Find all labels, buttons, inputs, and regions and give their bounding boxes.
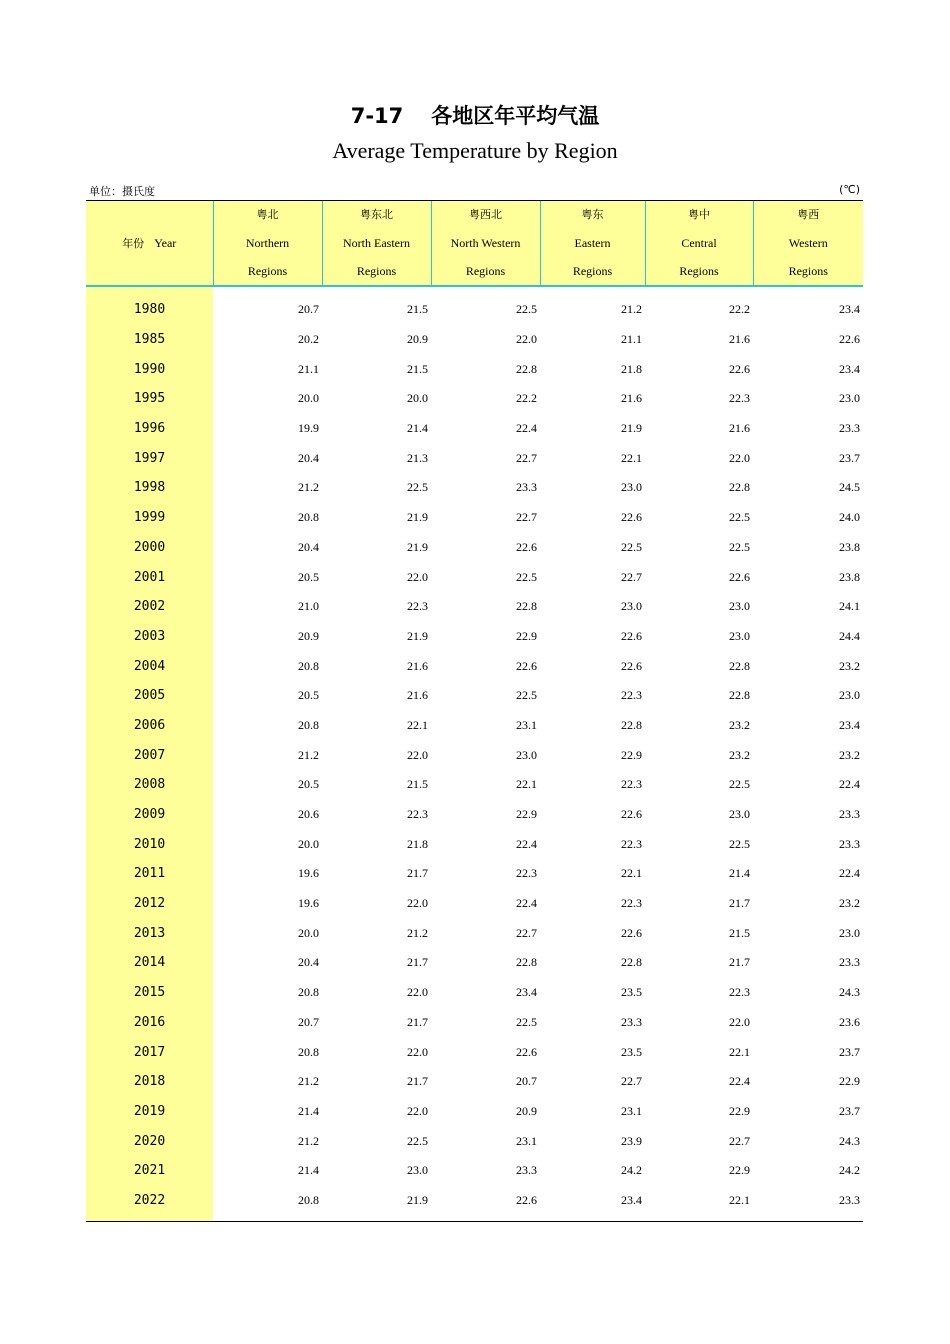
temperature-cell: 21.6 (407, 688, 428, 703)
temperature-cell: 21.6 (729, 421, 750, 436)
table-row (86, 503, 863, 533)
year-cell: 2013 (86, 918, 213, 948)
spacer-row (86, 1215, 863, 1222)
temperature-cell: 22.9 (516, 628, 537, 643)
temperature-cell: 23.4 (839, 361, 860, 376)
temperature-cell: 20.8 (298, 985, 319, 1000)
year-cell: 2004 (86, 651, 213, 681)
year-cell: 2008 (86, 770, 213, 800)
temperature-cell: 22.3 (407, 599, 428, 614)
temperature-cell: 21.2 (407, 925, 428, 940)
temperature-cell: 24.0 (839, 510, 860, 525)
temperature-cell: 21.8 (407, 836, 428, 851)
temperature-cell: 22.5 (729, 836, 750, 851)
temperature-cell: 22.4 (516, 421, 537, 436)
temperature-cell: 22.0 (729, 450, 750, 465)
temperature-cell: 23.3 (839, 955, 860, 970)
temperature-cell: 23.7 (839, 450, 860, 465)
region-name-en: Central (681, 236, 717, 250)
year-header-cn: 年份 (122, 237, 145, 250)
region-name-en: Regions (247, 264, 288, 278)
temperature-cell: 22.8 (516, 599, 537, 614)
temperature-cell: 21.9 (407, 539, 428, 554)
temperature-cell: 23.8 (839, 539, 860, 554)
temperature-cell: 22.5 (729, 510, 750, 525)
temperature-cell: 22.5 (729, 539, 750, 554)
temperature-cell: 22.9 (516, 807, 537, 822)
temperature-cell: 22.5 (407, 480, 428, 495)
year-cell: 2011 (86, 859, 213, 889)
temperature-cell: 20.0 (298, 925, 319, 940)
temperature-cell: 22.6 (621, 658, 642, 673)
year-cell: 2015 (86, 978, 213, 1008)
table-row (86, 770, 863, 800)
table-number: 7-17 (350, 104, 404, 128)
table-row (86, 1097, 863, 1127)
temperature-cell: 22.3 (729, 985, 750, 1000)
temperature-cell: 22.6 (729, 361, 750, 376)
region-name-en: North Eastern (343, 236, 410, 250)
temperature-cell: 22.7 (516, 510, 537, 525)
year-cell: 2003 (86, 622, 213, 652)
year-cell: 1980 (86, 295, 213, 325)
table-row (86, 651, 863, 681)
temperature-cell: 22.3 (621, 688, 642, 703)
year-cell: 2016 (86, 1008, 213, 1038)
region-name-en: North Western (450, 236, 521, 250)
temperature-cell: 20.0 (298, 391, 319, 406)
temperature-cell: 23.7 (839, 1103, 860, 1118)
year-cell: 2019 (86, 1097, 213, 1127)
temperature-cell: 23.1 (516, 717, 537, 732)
table-row (86, 829, 863, 859)
temperature-cell: 20.7 (298, 1014, 319, 1029)
temperature-cell: 21.2 (298, 1074, 319, 1089)
temperature-cell: 21.4 (407, 421, 428, 436)
temperature-cell: 22.6 (621, 925, 642, 940)
region-name-en: Regions (788, 264, 828, 278)
year-cell: 2012 (86, 889, 213, 919)
temperature-cell: 22.5 (516, 688, 537, 703)
temperature-cell: 21.9 (407, 628, 428, 643)
temperature-cell: 22.6 (516, 1192, 537, 1207)
temperature-cell: 23.0 (729, 599, 750, 614)
temperature-cell: 22.9 (729, 1163, 750, 1178)
unit-label: 单位：摄氏度 (89, 185, 155, 198)
temperature-cell: 23.5 (621, 1044, 642, 1059)
temperature-cell: 23.1 (621, 1103, 642, 1118)
table-row (86, 800, 863, 830)
temperature-cell: 23.0 (407, 1163, 428, 1178)
temperature-cell: 23.3 (839, 836, 860, 851)
temperature-cell: 22.1 (729, 1192, 750, 1207)
temperature-cell: 22.7 (621, 1074, 642, 1089)
region-header-western (753, 201, 863, 287)
temperature-cell: 22.4 (839, 866, 860, 881)
temperature-cell: 22.3 (621, 896, 642, 911)
temperature-cell: 20.9 (516, 1103, 537, 1118)
temperature-cell: 20.5 (298, 688, 319, 703)
table-row (86, 414, 863, 444)
temperature-cell: 22.3 (621, 836, 642, 851)
page-title (0, 100, 950, 130)
table-row (86, 295, 863, 325)
temperature-cell: 21.5 (407, 302, 428, 317)
temperature-cell: 20.8 (298, 510, 319, 525)
table-row (86, 1156, 863, 1186)
region-name-en: Eastern (574, 236, 611, 250)
region-header-central (645, 201, 753, 287)
temperature-cell: 21.9 (407, 1192, 428, 1207)
temperature-cell: 21.2 (298, 747, 319, 762)
temperature-cell: 22.6 (621, 628, 642, 643)
title-chinese: 各地区年平均气温 (431, 104, 600, 128)
temperature-cell: 22.9 (729, 1103, 750, 1118)
temperature-cell: 24.3 (839, 1133, 860, 1148)
temperature-cell: 19.6 (298, 866, 319, 881)
temperature-cell: 22.0 (516, 332, 537, 347)
temperature-cell: 21.7 (729, 955, 750, 970)
region-name-cn: 粤西 (797, 208, 820, 221)
temperature-cell: 20.8 (298, 1192, 319, 1207)
temperature-cell: 23.3 (839, 807, 860, 822)
temperature-cell: 22.5 (516, 1014, 537, 1029)
table-row (86, 711, 863, 741)
temperature-cell: 22.8 (729, 658, 750, 673)
temperature-cell: 23.0 (729, 628, 750, 643)
temperature-cell: 22.2 (516, 391, 537, 406)
table-row (86, 859, 863, 889)
temperature-cell: 21.7 (407, 1074, 428, 1089)
temperature-cell: 21.1 (298, 361, 319, 376)
temperature-cell: 21.9 (407, 510, 428, 525)
temperature-cell: 24.2 (839, 1163, 860, 1178)
table-row (86, 384, 863, 414)
temperature-cell: 22.8 (621, 955, 642, 970)
year-cell: 2009 (86, 800, 213, 830)
region-header-northern (213, 201, 322, 287)
temperature-cell: 23.2 (839, 658, 860, 673)
table-row (86, 681, 863, 711)
temperature-cell: 24.2 (621, 1163, 642, 1178)
temperature-cell: 20.8 (298, 1044, 319, 1059)
temperature-cell: 23.0 (839, 925, 860, 940)
temperature-cell: 23.4 (516, 985, 537, 1000)
temperature-cell: 22.6 (516, 1044, 537, 1059)
table-row (86, 443, 863, 473)
temperature-cell: 21.0 (298, 599, 319, 614)
table-row (86, 918, 863, 948)
table-row (86, 1008, 863, 1038)
temperature-cell: 23.0 (839, 688, 860, 703)
table-row (86, 325, 863, 355)
temperature-cell: 21.5 (407, 361, 428, 376)
region-header-eastern (540, 201, 645, 287)
temperature-cell: 20.8 (298, 658, 319, 673)
temperature-cell: 23.2 (839, 896, 860, 911)
temperature-cell: 21.5 (729, 925, 750, 940)
temperature-cell: 23.2 (839, 747, 860, 762)
temperature-cell: 23.2 (729, 717, 750, 732)
year-cell: 2020 (86, 1126, 213, 1156)
temperature-cell: 22.6 (516, 658, 537, 673)
temperature-cell: 22.3 (729, 391, 750, 406)
region-name-en: Regions (572, 264, 613, 278)
temperature-cell: 21.4 (729, 866, 750, 881)
temperature-cell: 22.8 (516, 955, 537, 970)
temperature-cell: 22.1 (516, 777, 537, 792)
temperature-cell: 22.0 (407, 985, 428, 1000)
temperature-cell: 21.6 (407, 658, 428, 673)
year-cell: 2022 (86, 1186, 213, 1216)
year-cell: 1998 (86, 473, 213, 503)
temperature-cell: 22.5 (407, 1133, 428, 1148)
temperature-cell: 20.8 (298, 717, 319, 732)
temperature-cell: 23.4 (621, 1192, 642, 1207)
temperature-cell: 23.1 (516, 1133, 537, 1148)
page-subtitle: Average Temperature by Region (332, 138, 618, 163)
table-row (86, 1037, 863, 1067)
temperature-cell: 24.4 (839, 628, 860, 643)
temperature-cell: 20.5 (298, 777, 319, 792)
region-name-cn: 粤西北 (469, 208, 502, 221)
temperature-cell: 22.5 (621, 539, 642, 554)
temperature-cell: 22.3 (407, 807, 428, 822)
temperature-cell: 23.4 (839, 717, 860, 732)
year-cell: 1990 (86, 354, 213, 384)
temperature-cell: 22.4 (516, 896, 537, 911)
temperature-cell: 22.8 (621, 717, 642, 732)
temperature-cell: 23.3 (516, 480, 537, 495)
table-row (86, 948, 863, 978)
temperature-cell: 22.0 (407, 1103, 428, 1118)
temperature-cell: 22.1 (407, 717, 428, 732)
temperature-cell: 21.2 (298, 480, 319, 495)
temperature-cell: 21.9 (621, 421, 642, 436)
temperature-cell: 23.8 (839, 569, 860, 584)
temperature-cell: 21.7 (407, 955, 428, 970)
temperature-cell: 22.5 (729, 777, 750, 792)
temperature-cell: 22.8 (729, 688, 750, 703)
temperature-cell: 23.6 (839, 1014, 860, 1029)
year-header-en: Year (154, 236, 177, 250)
temperature-cell: 22.8 (516, 361, 537, 376)
temperature-cell: 20.0 (298, 836, 319, 851)
temperature-cell: 22.0 (407, 896, 428, 911)
temperature-cell: 22.2 (729, 302, 750, 317)
temperature-cell: 22.3 (621, 777, 642, 792)
temperature-cell: 22.3 (516, 866, 537, 881)
temperature-cell: 23.4 (839, 302, 860, 317)
temperature-cell: 23.3 (516, 1163, 537, 1178)
temperature-cell: 20.4 (298, 450, 319, 465)
temperature-cell: 22.6 (621, 807, 642, 822)
temperature-cell: 23.0 (621, 480, 642, 495)
temperature-cell: 23.3 (839, 421, 860, 436)
table-row (86, 889, 863, 919)
temperature-cell: 21.2 (621, 302, 642, 317)
table-row (86, 562, 863, 592)
year-cell: 1995 (86, 384, 213, 414)
temperature-cell: 23.5 (621, 985, 642, 1000)
temperature-cell: 20.7 (516, 1074, 537, 1089)
temperature-cell: 21.7 (407, 866, 428, 881)
temperature-cell: 24.3 (839, 985, 860, 1000)
temperature-cell: 22.9 (839, 1074, 860, 1089)
region-name-cn: 粤东 (581, 208, 604, 221)
year-cell: 2006 (86, 711, 213, 741)
temperature-cell: 21.4 (298, 1103, 319, 1118)
region-name-en: Western (788, 236, 828, 250)
temperature-cell: 22.7 (621, 569, 642, 584)
temperature-cell: 22.8 (729, 480, 750, 495)
temperature-cell: 19.6 (298, 896, 319, 911)
region-name-cn: 粤北 (256, 208, 279, 221)
temperature-cell: 23.9 (621, 1133, 642, 1148)
table-row (86, 533, 863, 563)
temperature-cell: 23.2 (729, 747, 750, 762)
year-cell: 2001 (86, 562, 213, 592)
temperature-cell: 22.6 (516, 539, 537, 554)
table-row (86, 1126, 863, 1156)
temperature-cell: 23.3 (839, 1192, 860, 1207)
temperature-cell: 23.0 (621, 599, 642, 614)
temperature-cell: 21.4 (298, 1163, 319, 1178)
temperature-cell: 23.7 (839, 1044, 860, 1059)
table-row (86, 740, 863, 770)
temperature-cell: 20.4 (298, 955, 319, 970)
region-name-cn: 粤中 (688, 208, 710, 221)
region-header-north-western (431, 201, 540, 287)
temperature-cell: 22.0 (407, 569, 428, 584)
region-header-north-eastern (322, 201, 431, 287)
temperature-cell: 22.6 (621, 510, 642, 525)
year-cell: 1997 (86, 443, 213, 473)
year-cell: 2002 (86, 592, 213, 622)
temperature-cell: 21.7 (407, 1014, 428, 1029)
year-cell: 1985 (86, 325, 213, 355)
temperature-cell: 22.0 (407, 1044, 428, 1059)
table-row (86, 622, 863, 652)
temperature-cell: 20.6 (298, 807, 319, 822)
year-column-header (86, 201, 213, 287)
table-row (86, 592, 863, 622)
temperature-cell: 21.5 (407, 777, 428, 792)
temperature-cell: 21.8 (621, 361, 642, 376)
spacer-row (86, 286, 863, 295)
temperature-table (86, 200, 863, 1222)
table-row (86, 354, 863, 384)
temperature-cell: 20.2 (298, 332, 319, 347)
year-cell: 2021 (86, 1156, 213, 1186)
unit-symbol: (℃) (839, 183, 860, 196)
temperature-cell: 20.9 (298, 628, 319, 643)
temperature-cell: 22.1 (621, 450, 642, 465)
region-name-cn: 粤东北 (360, 208, 393, 221)
table-row (86, 978, 863, 1008)
temperature-cell: 24.5 (839, 480, 860, 495)
year-cell: 2017 (86, 1037, 213, 1067)
table-row (86, 1186, 863, 1216)
year-cell: 2007 (86, 740, 213, 770)
year-cell: 2014 (86, 948, 213, 978)
temperature-cell: 20.0 (407, 391, 428, 406)
temperature-cell: 23.0 (729, 807, 750, 822)
temperature-cell: 23.0 (839, 391, 860, 406)
temperature-cell: 22.0 (407, 747, 428, 762)
temperature-cell: 22.5 (516, 302, 537, 317)
region-name-en: Northern (245, 236, 290, 250)
temperature-cell: 21.7 (729, 896, 750, 911)
table-body (86, 286, 863, 1222)
temperature-cell: 22.9 (621, 747, 642, 762)
year-cell: 2000 (86, 533, 213, 563)
header-row (86, 201, 863, 287)
region-name-en: Regions (356, 264, 397, 278)
temperature-cell: 22.4 (729, 1074, 750, 1089)
temperature-cell: 21.6 (729, 332, 750, 347)
table-row (86, 473, 863, 503)
temperature-cell: 21.1 (621, 332, 642, 347)
year-cell: 2005 (86, 681, 213, 711)
temperature-cell: 22.6 (729, 569, 750, 584)
year-cell: 2018 (86, 1067, 213, 1097)
temperature-cell: 22.6 (839, 332, 860, 347)
table-row (86, 1067, 863, 1097)
temperature-cell: 23.0 (516, 747, 537, 762)
temperature-cell: 20.5 (298, 569, 319, 584)
temperature-cell: 20.9 (407, 332, 428, 347)
year-cell: 1996 (86, 414, 213, 444)
temperature-cell: 22.5 (516, 569, 537, 584)
temperature-cell: 20.4 (298, 539, 319, 554)
temperature-cell: 21.3 (407, 450, 428, 465)
temperature-cell: 22.7 (516, 450, 537, 465)
temperature-cell: 22.4 (516, 836, 537, 851)
temperature-cell: 22.7 (516, 925, 537, 940)
year-cell: 2010 (86, 829, 213, 859)
temperature-cell: 24.1 (839, 599, 860, 614)
temperature-cell: 22.7 (729, 1133, 750, 1148)
temperature-cell: 22.1 (729, 1044, 750, 1059)
temperature-cell: 19.9 (298, 421, 319, 436)
temperature-cell: 22.4 (839, 777, 860, 792)
temperature-cell: 22.1 (621, 866, 642, 881)
temperature-cell: 22.0 (729, 1014, 750, 1029)
region-name-en: Regions (465, 264, 506, 278)
temperature-cell: 21.2 (298, 1133, 319, 1148)
year-cell: 1999 (86, 503, 213, 533)
temperature-cell: 23.3 (621, 1014, 642, 1029)
temperature-cell: 20.7 (298, 302, 319, 317)
temperature-cell: 21.6 (621, 391, 642, 406)
region-name-en: Regions (679, 264, 719, 278)
